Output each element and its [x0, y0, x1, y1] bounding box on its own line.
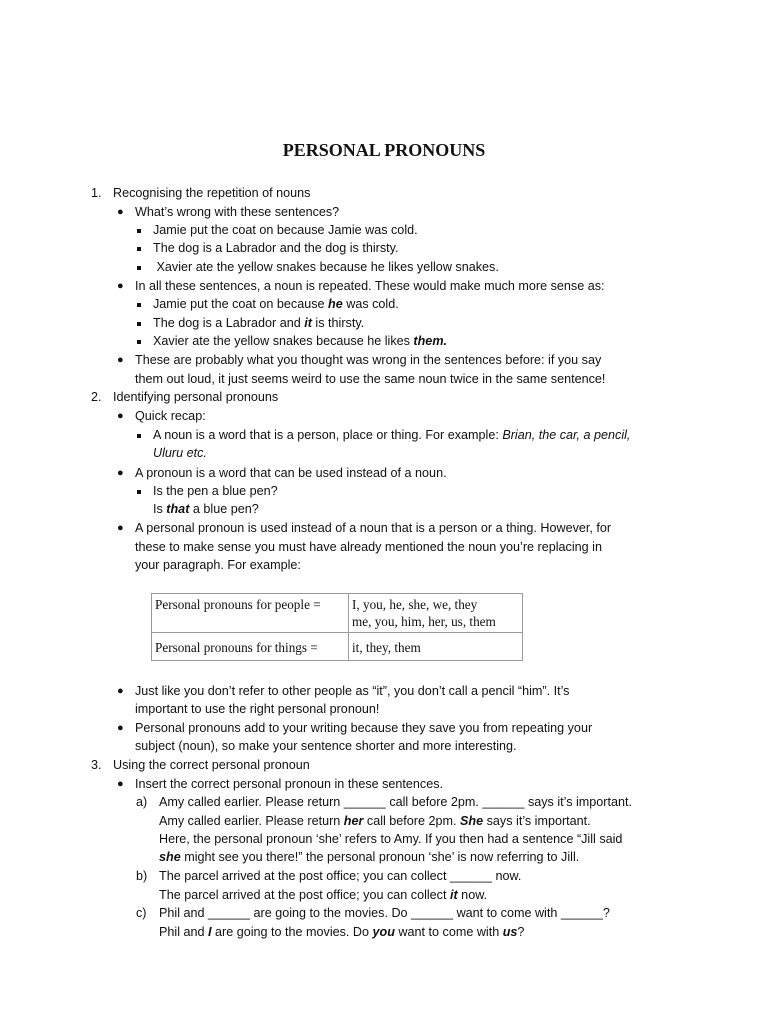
- exercise-answer: The parcel arrived at the post office; you can collect it now.: [159, 888, 488, 902]
- exercise-explanation: she might see you there!” the personal pronoun ‘she’ is now referring to Jill.: [159, 850, 580, 864]
- list-item-continuation: your paragraph. For example:: [135, 558, 301, 572]
- page-title: PERSONAL PRONOUNS: [282, 140, 486, 160]
- exercise-label: b): [136, 869, 148, 883]
- bullet-icon: ●: [117, 354, 124, 366]
- section-number: 2.: [91, 390, 102, 404]
- exercise-question: The parcel arrived at the post office; you can collect ______ now.: [159, 869, 522, 883]
- list-item: Jamie put the coat on because Jamie was cold.: [153, 223, 418, 237]
- list-item: In all these sentences, a noun is repeated. These would make much more sense as:: [135, 279, 605, 293]
- list-item-continuation: them out loud, it just seems weird to use the same noun twice in the same sentence!: [135, 372, 606, 386]
- bullet-icon: ●: [117, 522, 124, 534]
- bullet-icon: ●: [117, 410, 124, 422]
- section-heading: Using the correct personal pronoun: [113, 758, 310, 772]
- list-item: Insert the correct personal pronoun in these sentences.: [135, 777, 444, 791]
- square-bullet-icon: [137, 490, 141, 494]
- bullet-icon: ●: [117, 685, 124, 697]
- square-bullet-icon: [137, 247, 141, 251]
- list-item: Xavier ate the yellow snakes because he likes yellow snakes.: [153, 260, 499, 274]
- exercise-explanation: Here, the personal pronoun ‘she’ refers to Amy. If you then had a sentence “Jill said: [159, 832, 623, 846]
- table-cell-label: Personal pronouns for things =: [152, 633, 349, 661]
- table-row: [152, 594, 523, 633]
- exercise-answer: Amy called earlier. Please return her call before 2pm. She says it’s important.: [159, 814, 591, 828]
- list-item-continuation: these to make sense you must have already mentioned the noun you’re replacing in: [135, 540, 602, 554]
- list-item-continuation: Is that a blue pen?: [153, 502, 259, 516]
- list-item: A noun is a word that is a person, place or thing. For example: Brian, the car, a pencil,: [153, 428, 631, 442]
- list-item: Just like you don’t refer to other people as “it”, you don’t call a pencil “him”. It’s: [135, 684, 570, 698]
- bullet-icon: ●: [117, 467, 124, 479]
- square-bullet-icon: [137, 229, 141, 233]
- square-bullet-icon: [137, 322, 141, 326]
- list-item: What’s wrong with these sentences?: [135, 205, 340, 219]
- square-bullet-icon: [137, 434, 141, 438]
- square-bullet-icon: [137, 266, 141, 270]
- pronoun-table: [151, 593, 523, 661]
- list-item: Personal pronouns add to your writing because they save you from repeating your: [135, 721, 593, 735]
- list-item-continuation: subject (noun), so make your sentence shorter and more interesting.: [135, 739, 517, 753]
- bullet-icon: ●: [117, 280, 124, 292]
- square-bullet-icon: [137, 340, 141, 344]
- list-item: These are probably what you thought was wrong in the sentences before: if you say: [135, 353, 602, 367]
- list-item: The dog is a Labrador and it is thirsty.: [153, 316, 365, 330]
- bullet-icon: ●: [117, 722, 124, 734]
- exercise-question: Phil and ______ are going to the movies. Do ______ want to come with ______?: [159, 906, 610, 920]
- list-item: Quick recap:: [135, 409, 206, 423]
- exercise-label: c): [136, 906, 147, 920]
- table-cell-value: I, you, he, she, we, they me, you, him, her, us, them: [349, 594, 523, 633]
- section-heading: Identifying personal pronouns: [113, 390, 279, 404]
- square-bullet-icon: [137, 303, 141, 307]
- exercise-answer: Phil and I are going to the movies. Do you want to come with us?: [159, 925, 525, 939]
- section-number: 1.: [91, 186, 102, 200]
- table-cell-value: it, they, them: [349, 633, 523, 661]
- exercise-question: Amy called earlier. Please return ______ call before 2pm. ______ says it’s important.: [159, 795, 632, 809]
- list-item-continuation: Uluru etc.: [153, 446, 207, 460]
- list-item: A personal pronoun is used instead of a noun that is a person or a thing. However, for: [135, 521, 612, 535]
- list-item: Xavier ate the yellow snakes because he likes them.: [153, 334, 448, 348]
- section-number: 3.: [91, 758, 102, 772]
- list-item: Is the pen a blue pen?: [153, 484, 278, 498]
- list-item: Jamie put the coat on because he was cold.: [153, 297, 399, 311]
- list-item: The dog is a Labrador and the dog is thirsty.: [153, 241, 399, 255]
- bullet-icon: ●: [117, 206, 124, 218]
- section-heading: Recognising the repetition of nouns: [113, 186, 311, 200]
- exercise-label: a): [136, 795, 148, 809]
- table-row: [152, 633, 523, 661]
- list-item: A pronoun is a word that can be used instead of a noun.: [135, 466, 447, 480]
- list-item-continuation: important to use the right personal pronoun!: [135, 702, 380, 716]
- bullet-icon: ●: [117, 778, 124, 790]
- table-cell-label: Personal pronouns for people =: [152, 594, 349, 633]
